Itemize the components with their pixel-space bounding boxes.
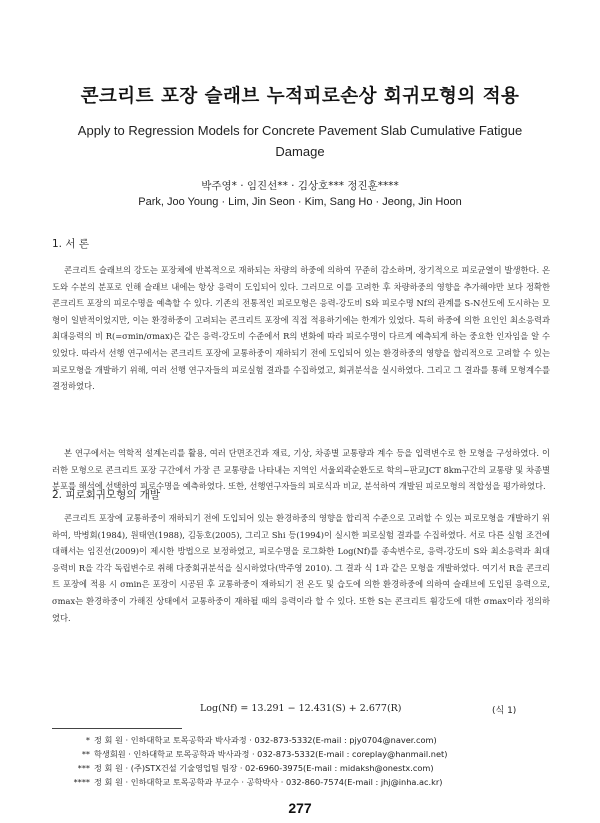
page-number: 277 (288, 800, 312, 816)
section-2-heading: 2. 피로회귀모형의 개발 (52, 489, 160, 501)
equation-number: (식 1) (492, 706, 517, 716)
section-1-heading: 1. 서 론 (52, 238, 89, 250)
footnote-text: 학생회원 · 인하대학교 토목공학과 박사과정 · 032-873-5332(E-mail : coreplay@hanmail.net) (94, 749, 448, 759)
footnote-mark: ** (81, 749, 90, 759)
footnote-mark: **** (73, 777, 90, 787)
footnote-author-1 (52, 735, 550, 746)
footnote-mark: *** (77, 763, 90, 773)
footnote-author-4 (52, 777, 550, 788)
footnote-author-3 (52, 763, 550, 774)
section-2-paragraph-1: 콘크리트 포장에 교통하중이 재하되기 전에 도입되어 있는 환경하중의 영향을 합리적 수준으로 고려할 수 있는 피로모형을 개발하기 위하여, 박병회(1984), 원태연(1988), 김동호(2005), 그리고 Shi 등(1994)이 실시한 피로실험 결과를 수집하였다. 서로 다른 실험 조건에 대해서는 임진선(2009)이 제시한 방법으로 보정하였고, 피로수명을 로그화한 Log(Nf)를 종속변수로, 응력-강도비 S와 최소응력과 최대응력비 R을 각각 독립변수로 취해 다중회귀분석을 실시하였다(박주영 2010). 그 결과 식 1과 같은 모형을 개발하였다. 여기서 R을 콘크리트 포장에 적용 시 σmin은 포장이 시공된 후 교통하중이 재하되기 전 온도 및 습도에 의한 환경하중에 의하여 슬래브에 도입된 응력으로, σmax는 환경하중이 가해진 상태에서 교통하중이 재하될 때의 응력이라 할 수 있다. 또한 S는 콘크리트 휨강도에 대한 σmax이라 정의하였다. (52, 513, 550, 623)
footnote-text: 정 회 원 · (주)STX건설 기술영업팀 팀장 · 02-6960-3975(E-mail : midaksh@onestx.com) (94, 763, 434, 773)
title-korean: 콘크리트 포장 슬래브 누적피로손상 회귀모형의 적용 (80, 86, 520, 107)
title-english: Apply to Regression Models for Concrete Pavement Slab Cumulative Fatigue Damage (77, 123, 523, 159)
section-1-paragraph-2: 본 연구에서는 역학적 설계논리를 활용, 여러 단면조건과 재료, 기상, 차종별 교통량과 계수 등을 입력변수로 한 모형을 구성하였다. 이러한 모형으로 콘크리트 포장 구간에서 가장 큰 교통량을 나타내는 지역인 서울외곽순환도로 학의~판교JCT 8km구간의 교통량 및 차종별 분포를 해석에 선택하여 피로수명을 예측하였다. 또한, 선행연구자들의 피로식과 비교, 분석하여 개발된 피로모형의 적합성을 평가하였다. (52, 448, 550, 492)
authors-korean: 박주영* · 임진선** · 김상호*** 정진훈**** (201, 180, 399, 192)
footnote-author-2 (52, 749, 550, 760)
footnote-mark: * (85, 735, 90, 745)
section-1-paragraph-1: 콘크리트 슬래브의 강도는 포장체에 반복적으로 재하되는 차량의 하중에 의하여 꾸준히 감소하며, 장기적으로 피로균열이 발생한다. 온도와 수분의 분포로 인해 슬래브 내에는 항상 응력이 도입되어 있다. 그러므로 이를 고려한 후 차량하중의 영향을 추가해야만 보다 정확한 콘크리트 포장의 피로수명을 예측할 수 있다. 기존의 전통적인 피로모형은 응력-강도비 S와 피로수명 Nf의 관계를 S-N선도에 도시하는 모형이 일반적이었지만, 이는 환경하중이 고려되는 콘크리트 포장에 직접 적용하기에는 한계가 있었다. 특히 하중에 의한 요인인 최소응력과 최대응력의 비 R(=σmin/σmax)은 같은 응력-강도비 수준에서 R의 변화에 따라 피로수명이 다르게 예측되게 하는 중요한 인자임을 알 수 있었다. 따라서 선행 연구에서는 콘크리트 포장에 교통하중이 재하되기 전에 도입되어 있는 환경하중의 영향을 합리적으로 고려할 수 있는 피로모형을 개발하기 위해, 여러 선행 연구자들의 피로실험 결과를 수집하였고, 회귀분석을 실시하였다. 그리고 그 결과를 통해 모형계수를 결정하였다. (52, 265, 551, 392)
authors-english: Park, Joo Young · Lim, Jin Seon · Kim, Sang Ho · Jeong, Jin Hoon (138, 196, 462, 208)
footnote-text: 정 회 원 · 인하대학교 토목공학과 부교수 · 공학박사 · 032-860-7574(E-mail : jhj@inha.ac.kr) (94, 777, 443, 787)
footnote-text: 정 회 원 · 인하대학교 토목공학과 박사과정 · 032-873-5332(E-mail : pjy0704@naver.com) (94, 735, 437, 745)
regression-equation: Log(Nf) = 13.291 − 12.431(S) + 2.677(R) (200, 703, 402, 714)
footnote-divider (52, 728, 182, 729)
